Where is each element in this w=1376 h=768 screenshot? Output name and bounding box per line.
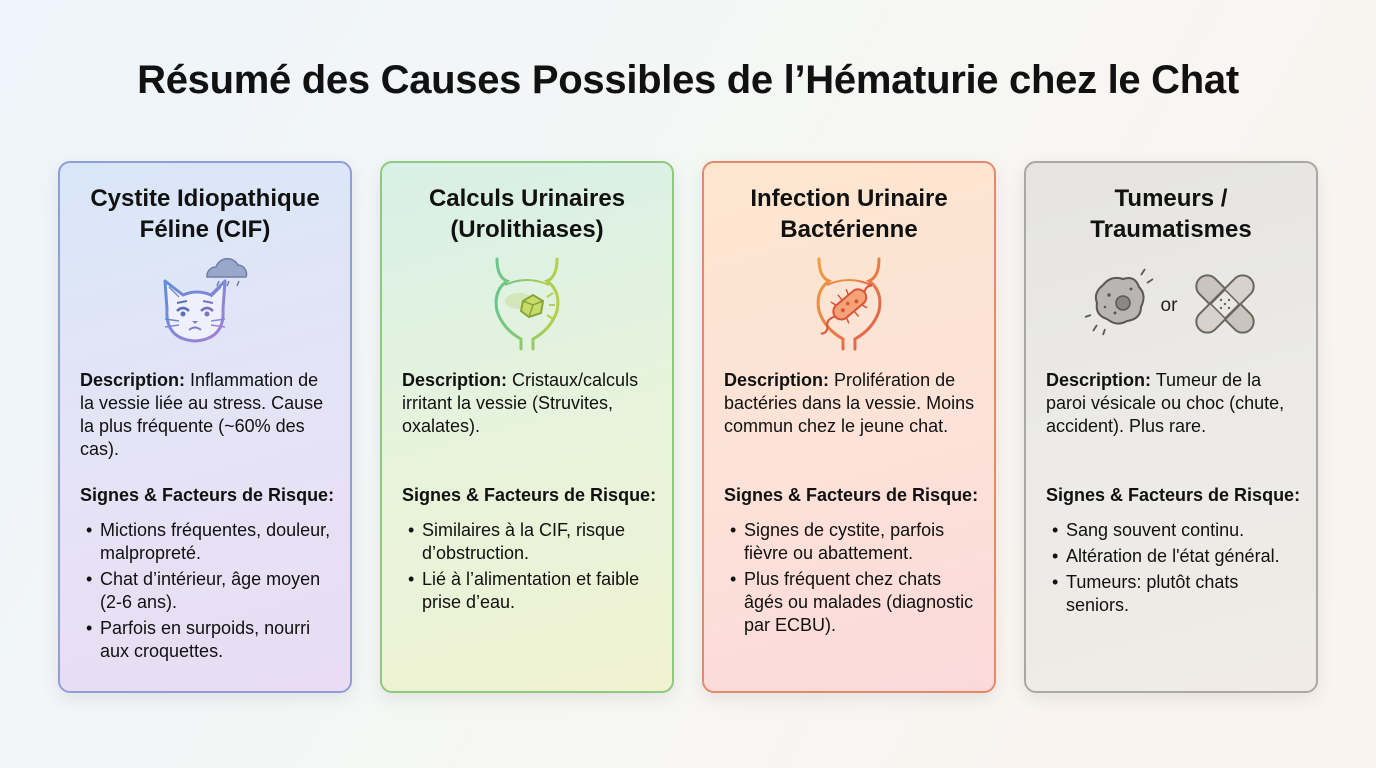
description-label: Description: [724,370,830,390]
cloud-icon [207,259,247,277]
card-title-line1: Infection Urinaire [750,185,948,212]
card-cif [58,161,352,693]
signs-list [1048,519,1306,620]
card-title-line1: Calculs Urinaires [428,185,626,212]
card-infection [702,161,996,693]
list-item: • Signes de cystite, parfois fièvre ou abattement. [726,519,984,565]
page-title: Résumé des Causes Possibles de l’Hématurie chez le Chat [137,58,1239,102]
card-title-line1: Cystite Idiopathique [90,185,320,212]
signs-list [726,519,984,640]
card-description [80,369,336,461]
list-item: • Sang souvent continu. [1048,519,1306,542]
card-title-line1: Tumeurs / [1114,185,1228,212]
list-item: • Tumeurs: plutôt chats seniors. [1048,571,1306,617]
signs-list [404,519,662,617]
card-tumeurs [1024,161,1318,693]
signs-list [82,519,340,666]
signs-label: Signes & Facteurs de Risque: [80,485,335,505]
description-text: Inflammation de la vessie liée au stress. Cause la plus fréquente (~60% des cas). [80,370,324,459]
description-label: Description: [1046,370,1152,390]
bladder-stone-icon [382,255,672,351]
signs-label: Signes & Facteurs de Risque: [402,485,657,505]
list-item: • Similaires à la CIF, risque d’obstruction. [404,519,662,565]
card-title [704,183,994,245]
description-text: Tumeur de la paroi vésicale ou choc (chute, accident). Plus rare. [1046,370,1285,436]
signs-label: Signes & Facteurs de Risque: [724,485,979,505]
card-title [382,183,672,245]
or-text: or [1160,295,1178,316]
card-title [60,183,350,245]
card-title-line2: Traumatismes [1090,216,1252,243]
description-text: Cristaux/calculs irritant la vessie (Struvites, oxalates). [402,370,639,436]
card-title-line2: (Urolithiases) [450,216,604,243]
tumor-cell-icon [1085,269,1153,335]
card-title [1026,183,1316,245]
list-item: • Lié à l’alimentation et faible prise d’eau. [404,568,662,614]
card-description [1046,369,1302,438]
card-description [402,369,658,438]
card-title-line2: Féline (CIF) [139,216,271,243]
description-text: Prolifération de bactéries dans la vessie. Moins commun chez le jeune chat. [724,370,975,436]
description-label: Description: [402,370,508,390]
tumor-or-bandage-icon [1026,255,1316,351]
cause-cards [58,161,1320,695]
stressed-cat-icon [60,255,350,351]
signs-label: Signes & Facteurs de Risque: [1046,485,1301,505]
card-title-line2: Bactérienne [780,216,918,243]
list-item: • Altération de l'état général. [1048,545,1306,568]
list-item: • Mictions fréquentes, douleur, malpropreté. [82,519,340,565]
card-description [724,369,980,438]
list-item: • Parfois en surpoids, nourri aux croquettes. [82,617,340,663]
card-calculs [380,161,674,693]
list-item: • Chat d’intérieur, âge moyen (2-6 ans). [82,568,340,614]
list-item: • Plus fréquent chez chats âgés ou malades (diagnostic par ECBU). [726,568,984,637]
bladder-bacterium-icon [704,255,994,351]
description-label: Description: [80,370,186,390]
bandage-icon [1192,271,1258,337]
